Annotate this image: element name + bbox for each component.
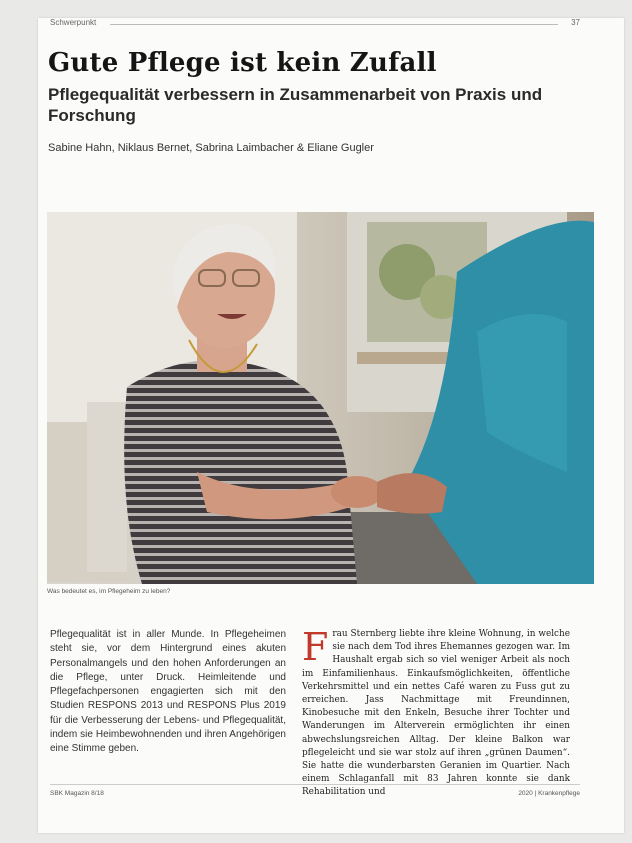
lead-paragraph: Pflegequalität ist in aller Munde. In Pflegeheimen steht sie, vor dem Hintergrund eines akuten Personalmangels und den hohen Anforderungen an die Pflege, unter Druck. Heimleitende und Pflegefachpersonen engagierten sich mit den Studien RESPONS 2013 und RESPONS Plus 2019 für die Verbesserung der Lebens- und Pflegequalität, indem sie Heimbewohnenden und ihren Angehörigen eine Stimme geben. bbox=[50, 629, 286, 755]
body-paragraph bbox=[302, 625, 570, 800]
footer-rule bbox=[50, 784, 580, 785]
article-photo bbox=[47, 212, 594, 584]
article-authors: Sabine Hahn, Niklaus Bernet, Sabrina Laimbacher & Eliane Gugler bbox=[48, 142, 374, 154]
photo-caption: Was bedeutet es, im Pflegeheim zu leben? bbox=[47, 588, 171, 595]
article-title: Gute Pflege ist kein Zufall bbox=[48, 48, 437, 78]
section-label: Schwerpunkt bbox=[50, 18, 97, 27]
page-header bbox=[50, 14, 580, 30]
body-text: rau Sternberg liebte ihre kleine Wohnung, in welche sie nach dem Tod ihres Ehemannes gezogen war. Im Haushalt ergab sich so viel weniger Arbeit als noch im Einfamilienhaus. Einkaufsmöglichkeiten, öffentliche Verkehrsmittel und ein nettes Café waren zu Fuss gut zu erreichen. Jass Nachmittage mit Freundinnen, Kinobesuche mit den Enkeln, Besuche ihrer Tochter und Wanderungen im Alterverein ermöglichten ihr einen abwechslungsreichen Alltag. Der kleine Balkon war pflegeleicht und sie war stolz auf ihren „grünen Daumen“. Sie hatte die wunderbarsten Geranien im Quartier. Nach einem Schlaganfall mit 83 Jahren konnte sie dank Rehabilitation und bbox=[302, 629, 570, 798]
drop-cap: F bbox=[302, 625, 329, 669]
page-number: 37 bbox=[571, 18, 580, 27]
article-subtitle: Pflegequalität verbessern in Zusammenarbeit von Praxis und Forschung bbox=[48, 85, 543, 125]
footer-issue: 2020 | Krankenpflege bbox=[518, 790, 580, 797]
footer-publication: SBK Magazin 8/18 bbox=[50, 790, 104, 797]
photo-illustration bbox=[47, 212, 594, 584]
header-rule bbox=[110, 24, 558, 25]
page-footer bbox=[50, 790, 580, 802]
